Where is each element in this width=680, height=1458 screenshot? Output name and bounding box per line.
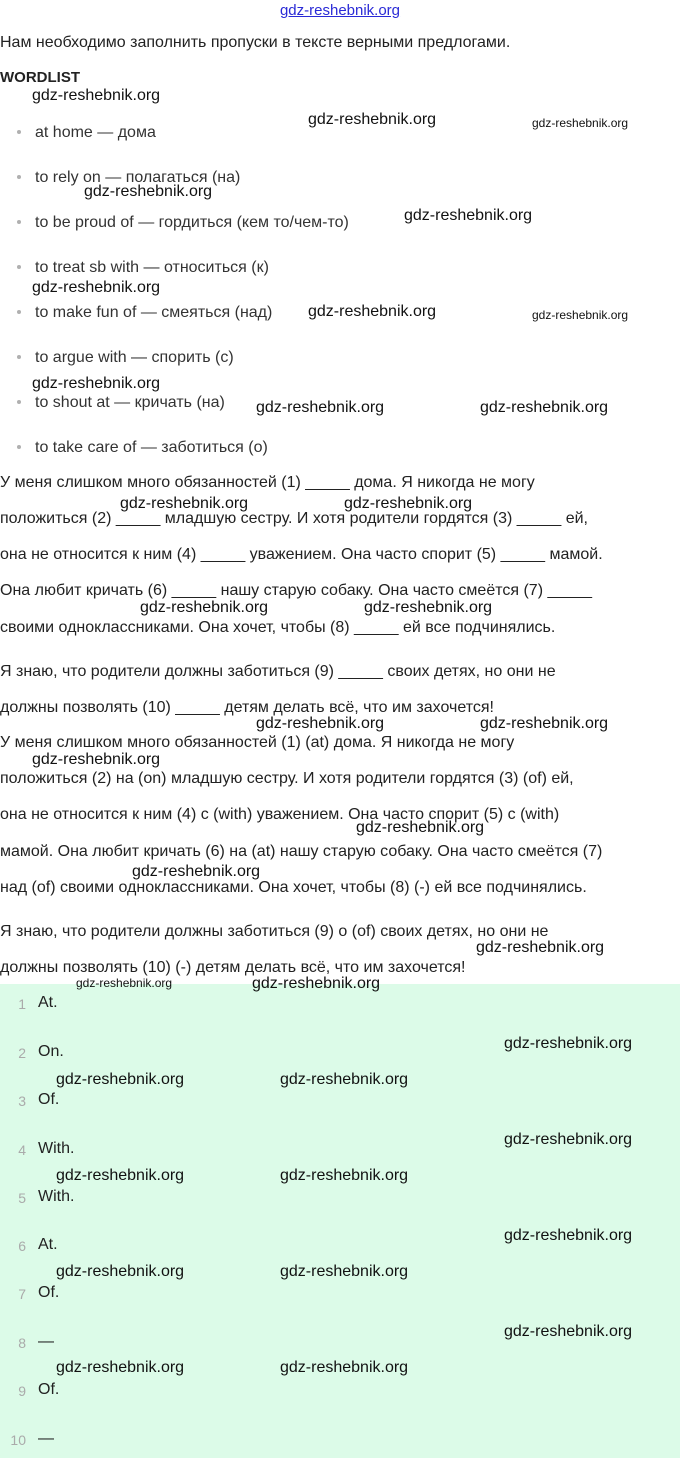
wordlist-item	[17, 259, 269, 277]
task-text-line: она не относится к ним (4) _____ уважением. Она часто спорит (5) _____ мамой.	[0, 546, 603, 563]
answer-number: 9	[18, 1383, 26, 1399]
wordlist-item	[17, 304, 272, 322]
watermark: gdz-reshebnik.org	[404, 207, 533, 224]
bullet-icon	[17, 175, 21, 179]
watermark: gdz-reshebnik.org	[132, 863, 261, 880]
wordlist-item	[17, 439, 268, 457]
task-instruction: Нам необходимо заполнить пропуски в тексте верными предлогами.	[0, 34, 511, 51]
watermark: gdz-reshebnik.org	[32, 87, 161, 104]
watermark: gdz-reshebnik.org	[532, 308, 629, 322]
bullet-icon	[17, 310, 21, 314]
watermark: gdz-reshebnik.org	[504, 1323, 633, 1340]
watermark: gdz-reshebnik.org	[308, 303, 437, 320]
watermark: gdz-reshebnik.org	[280, 1167, 409, 1184]
task-text-line: Я знаю, что родители должны заботиться (9) _____ своих детях, но они не	[0, 663, 556, 680]
watermark: gdz-reshebnik.org	[76, 976, 173, 990]
wordlist-item-text: to rely on — полагаться (на)	[35, 169, 241, 186]
watermark: gdz-reshebnik.org	[32, 279, 161, 296]
watermark: gdz-reshebnik.org	[280, 1359, 409, 1376]
answer-number: 4	[18, 1142, 26, 1158]
watermark: gdz-reshebnik.org	[252, 975, 381, 992]
watermark: gdz-reshebnik.org	[120, 495, 249, 512]
watermark: gdz-reshebnik.org	[480, 715, 609, 732]
answers-panel	[0, 984, 680, 1458]
site-link[interactable]: gdz-reshebnik.org	[279, 2, 401, 19]
wordlist-item	[17, 394, 225, 412]
wordlist-item	[17, 214, 349, 232]
watermark: gdz-reshebnik.org	[256, 715, 385, 732]
wordlist-item	[17, 349, 234, 367]
bullet-icon	[17, 445, 21, 449]
watermark: gdz-reshebnik.org	[280, 1263, 409, 1280]
wordlist-heading: WORDLIST	[0, 69, 80, 86]
answer-value: —	[38, 1430, 54, 1447]
answer-value: —	[38, 1333, 54, 1350]
answer-value: Of.	[38, 1284, 60, 1301]
watermark: gdz-reshebnik.org	[84, 183, 213, 200]
watermark: gdz-reshebnik.org	[280, 1071, 409, 1088]
watermark: gdz-reshebnik.org	[504, 1227, 633, 1244]
answer-number: 7	[18, 1286, 26, 1302]
answer-number: 6	[18, 1238, 26, 1254]
answer-number: 2	[18, 1045, 26, 1061]
wordlist-item-text: to make fun of — смеяться (над)	[35, 304, 273, 321]
watermark: gdz-reshebnik.org	[504, 1035, 633, 1052]
answer-text-line: должны позволять (10) (-) детям делать всё, что им захочется!	[0, 959, 466, 976]
wordlist-item-text: to shout at — кричать (на)	[35, 394, 225, 411]
bullet-icon	[17, 130, 21, 134]
answer-text-line: положиться (2) на (on) младшую сестру. И хотя родители гордятся (3) (of) ей,	[0, 770, 574, 787]
answer-number: 1	[18, 996, 26, 1012]
watermark: gdz-reshebnik.org	[56, 1359, 185, 1376]
answer-value: At.	[38, 994, 58, 1011]
watermark: gdz-reshebnik.org	[256, 399, 385, 416]
wordlist-item-text: to treat sb with — относиться (к)	[35, 259, 269, 276]
watermark: gdz-reshebnik.org	[32, 751, 161, 768]
task-text-line: положиться (2) _____ младшую сестру. И хотя родители гордятся (3) _____ ей,	[0, 510, 588, 527]
answer-value: With.	[38, 1140, 75, 1157]
watermark: gdz-reshebnik.org	[476, 939, 605, 956]
answer-value: Of.	[38, 1091, 60, 1108]
answer-value: On.	[38, 1043, 64, 1060]
task-text-line: должны позволять (10) _____ детям делать всё, что им захочется!	[0, 699, 494, 716]
watermark: gdz-reshebnik.org	[308, 111, 437, 128]
answer-text-line: Я знаю, что родители должны заботиться (9) о (of) своих детях, но они не	[0, 923, 549, 940]
wordlist-item	[17, 124, 156, 142]
watermark: gdz-reshebnik.org	[32, 375, 161, 392]
watermark: gdz-reshebnik.org	[56, 1263, 185, 1280]
answer-number: 10	[10, 1432, 26, 1448]
answer-value: With.	[38, 1188, 75, 1205]
answer-text-line: У меня слишком много обязанностей (1) (at) дома. Я никогда не могу	[0, 734, 515, 751]
answer-number: 5	[18, 1190, 26, 1206]
bullet-icon	[17, 220, 21, 224]
watermark: gdz-reshebnik.org	[480, 399, 609, 416]
answer-value: At.	[38, 1236, 58, 1253]
wordlist-item-text: at home — дома	[35, 124, 156, 141]
answer-value: Of.	[38, 1381, 60, 1398]
watermark: gdz-reshebnik.org	[356, 819, 485, 836]
bullet-icon	[17, 265, 21, 269]
answer-text-line: над (of) своими одноклассниками. Она хочет, чтобы (8) (-) ей все подчинялись.	[0, 879, 587, 896]
wordlist-item-text: to take care of — заботиться (о)	[35, 439, 268, 456]
answer-number: 8	[18, 1335, 26, 1351]
wordlist-item-text: to argue with — спорить (с)	[35, 349, 234, 366]
watermark: gdz-reshebnik.org	[364, 599, 493, 616]
watermark: gdz-reshebnik.org	[56, 1071, 185, 1088]
answer-text-line: она не относится к ним (4) с (with) уважением. Она часто спорит (5) с (with)	[0, 806, 560, 823]
watermark: gdz-reshebnik.org	[532, 116, 629, 130]
bullet-icon	[17, 400, 21, 404]
wordlist-item-text: to be proud of — гордиться (кем то/чем-то)	[35, 214, 349, 231]
answer-text-line: мамой. Она любит кричать (6) на (at) нашу старую собаку. Она часто смеётся (7)	[0, 843, 603, 860]
watermark: gdz-reshebnik.org	[56, 1167, 185, 1184]
task-text-line: У меня слишком много обязанностей (1) _____ дома. Я никогда не могу	[0, 474, 535, 491]
watermark: gdz-reshebnik.org	[140, 599, 269, 616]
task-text-line: своими одноклассниками. Она хочет, чтобы (8) _____ ей все подчинялись.	[0, 619, 556, 636]
watermark: gdz-reshebnik.org	[504, 1131, 633, 1148]
watermark: gdz-reshebnik.org	[344, 495, 473, 512]
answer-number: 3	[18, 1093, 26, 1109]
bullet-icon	[17, 355, 21, 359]
task-text-line: Она любит кричать (6) _____ нашу старую собаку. Она часто смеётся (7) _____	[0, 582, 592, 599]
